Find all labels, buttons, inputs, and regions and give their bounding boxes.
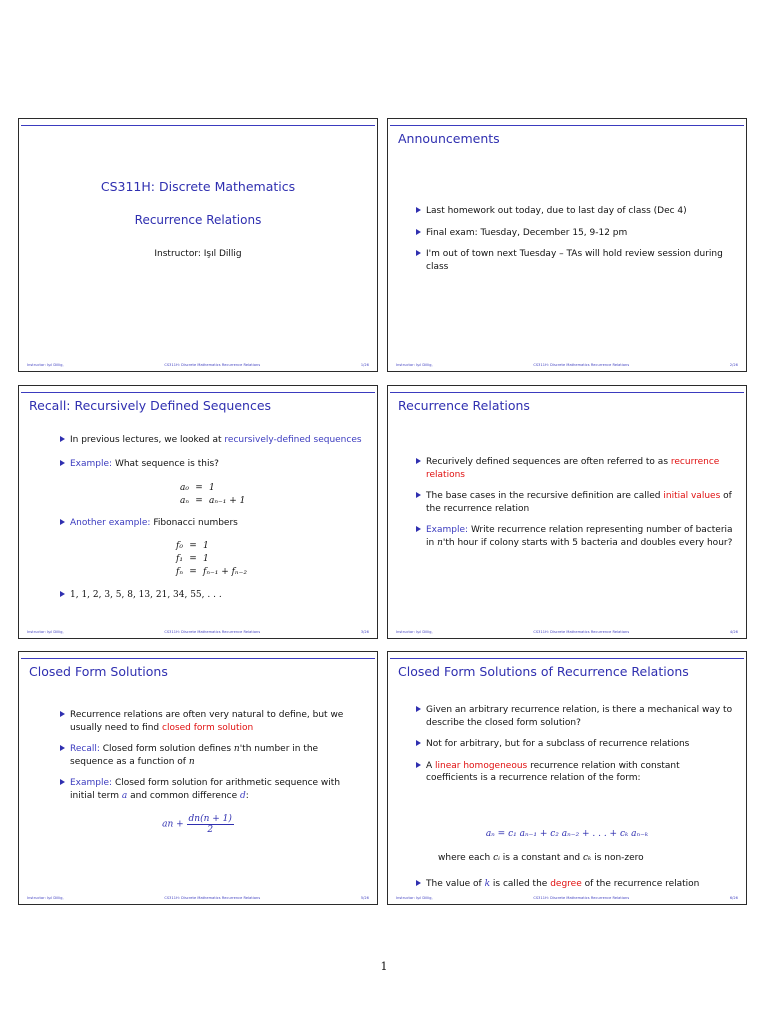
footer-page: 5/26 xyxy=(360,896,369,900)
footer-author: Instructor: Işıl Dillig, xyxy=(396,896,433,900)
slide-3 xyxy=(18,385,378,639)
bullet-icon xyxy=(60,779,65,785)
closed-form-formula: an + $\frac{dn(n + 1)}{2}$ xyxy=(162,814,232,835)
list-item: 1, 1, 2, 3, 5, 8, 13, 21, 34, 55, . . . xyxy=(70,589,365,602)
slide-title: Announcements xyxy=(398,131,500,146)
footer-page: 3/26 xyxy=(360,630,369,634)
recurrence-formula: aₙ = c₁ aₙ₋₁ + c₂ aₙ₋₂ + . . . + cₖ aₙ₋ₖ xyxy=(485,829,649,839)
fibonacci-definition: f₀ = 1 f₁ = 1 fₙ = fₙ₋₁ + fₙ₋₂ xyxy=(176,540,247,577)
footer-author: Instructor: Işıl Dillig, xyxy=(396,630,433,634)
footer-page: 2/26 xyxy=(729,363,738,367)
bullet-list xyxy=(426,456,734,558)
slide-footer xyxy=(27,363,369,367)
slide-footer xyxy=(27,630,369,634)
footer-author: Instructor: Işıl Dillig, xyxy=(27,363,64,367)
slide-1 xyxy=(18,118,378,372)
bullet-list xyxy=(70,434,365,456)
footer-author: Instructor: Işıl Dillig, xyxy=(396,363,433,367)
slide-footer xyxy=(396,896,738,900)
instructor: Instructor: Işıl Dillig xyxy=(154,249,242,259)
footer-course: CS311H: Discrete Mathematics Recurrence Relations xyxy=(533,363,630,367)
slide-header-rule xyxy=(390,658,744,659)
list-item: The base cases in the recursive definition are called initial values of the recurrence relation xyxy=(426,490,734,515)
bullet-icon xyxy=(416,762,421,768)
list-item: Example: Closed form solution for arithmetic sequence with initial term a and common difference d: xyxy=(70,777,347,802)
slide-header-rule xyxy=(390,392,744,393)
bullet-icon xyxy=(60,745,65,751)
list-item: Given an arbitrary recurrence relation, is there a mechanical way to describe the closed form solution? xyxy=(426,704,734,729)
footer-course: CS311H: Discrete Mathematics Recurrence Relations xyxy=(164,896,261,900)
footer-author: Instructor: Işıl Dillig, xyxy=(27,896,64,900)
footer-author: Instructor: Işıl Dillig, xyxy=(27,630,64,634)
list-item: Another example: Fibonacci numbers xyxy=(70,517,365,530)
list-item: Example: What sequence is this? xyxy=(70,458,365,471)
bullet-list xyxy=(70,458,365,480)
bullet-icon xyxy=(416,492,421,498)
bullet-list xyxy=(426,704,734,794)
bullet-icon xyxy=(416,207,421,213)
list-item: A linear homogeneous recurrence relation with constant coefficients is a recurrence relation of the form: xyxy=(426,760,734,785)
footer-page: 1/26 xyxy=(360,363,369,367)
slide-6 xyxy=(387,651,747,905)
slide-header-rule xyxy=(21,392,375,393)
list-item: Recurively defined sequences are often referred to as recurrence relations xyxy=(426,456,734,481)
bullet-icon xyxy=(416,458,421,464)
slide-header-rule xyxy=(21,125,375,126)
footer-page: 4/26 xyxy=(729,630,738,634)
sequence-definition: a₀ = 1 aₙ = aₙ₋₁ + 1 xyxy=(179,482,246,506)
slide-title: Closed Form Solutions xyxy=(29,664,168,679)
slide-2 xyxy=(387,118,747,372)
bullet-icon xyxy=(60,519,65,525)
list-item: Example: Write recurrence relation representing number of bacteria in n'th hour if colony starts with 5 bacteria and doubles every hour? xyxy=(426,524,734,549)
bullet-icon xyxy=(60,460,65,466)
formula-note: where each cᵢ is a constant and cₖ is non-zero xyxy=(438,853,644,863)
slide-header-rule xyxy=(21,658,375,659)
bullet-list xyxy=(70,589,365,611)
list-item: Final exam: Tuesday, December 15, 9-12 pm xyxy=(426,227,734,240)
bullet-icon xyxy=(60,711,65,717)
bullet-icon xyxy=(60,591,65,597)
page-number: 1 xyxy=(380,960,388,973)
slide-footer xyxy=(396,630,738,634)
list-item: I'm out of town next Tuesday – TAs will hold review session during class xyxy=(426,248,734,273)
slide-4 xyxy=(387,385,747,639)
bullet-icon xyxy=(416,526,421,532)
footer-course: CS311H: Discrete Mathematics Recurrence Relations xyxy=(533,896,630,900)
list-item: The value of k is called the degree of the recurrence relation xyxy=(426,878,734,891)
footer-course: CS311H: Discrete Mathematics Recurrence Relations xyxy=(533,630,630,634)
footer-course: CS311H: Discrete Mathematics Recurrence Relations xyxy=(164,630,261,634)
course-title: CS311H: Discrete Mathematics xyxy=(100,179,296,194)
list-item: Last homework out today, due to last day of class (Dec 4) xyxy=(426,205,734,218)
bullet-icon xyxy=(416,740,421,746)
list-item: In previous lectures, we looked at recursively-defined sequences xyxy=(70,434,365,447)
slide-5 xyxy=(18,651,378,905)
bullet-icon xyxy=(416,880,421,886)
slide-title: Recurrence Relations xyxy=(398,398,530,413)
slide-title: Recall: Recursively Defined Sequences xyxy=(29,398,272,413)
footer-course: CS311H: Discrete Mathematics Recurrence Relations xyxy=(164,363,261,367)
list-item: Not for arbitrary, but for a subclass of recurrence relations xyxy=(426,738,734,751)
slide-header-rule xyxy=(390,125,744,126)
bullet-list xyxy=(70,709,347,811)
list-item: Recurrence relations are often very natural to define, but we usually need to find closed form solution xyxy=(70,709,347,734)
list-item: Recall: Closed form solution defines n'th number in the sequence as a function of n xyxy=(70,743,347,768)
bullet-icon xyxy=(416,250,421,256)
slide-title: Closed Form Solutions of Recurrence Relations xyxy=(398,664,689,679)
bullet-icon xyxy=(416,229,421,235)
footer-page: 6/26 xyxy=(729,896,738,900)
bullet-list xyxy=(426,205,734,282)
slide-footer xyxy=(27,896,369,900)
bullet-list xyxy=(70,517,365,539)
bullet-icon xyxy=(60,436,65,442)
lecture-title: Recurrence Relations xyxy=(134,213,262,227)
slide-footer xyxy=(396,363,738,367)
bullet-icon xyxy=(416,706,421,712)
